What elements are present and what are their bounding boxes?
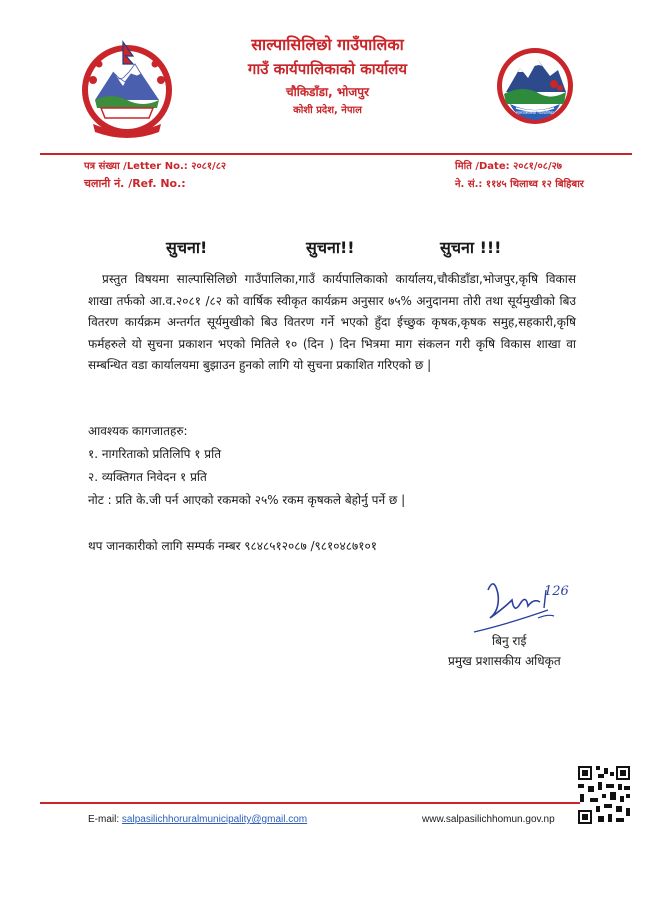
contact-line: थप जानकारीको लागि सम्पर्क नम्बर ९८४८५१२०८७ /९८१०४८७१०१	[88, 539, 377, 553]
footer-email	[88, 814, 307, 825]
documents-heading: आवश्यक कागजातहरु:	[88, 424, 188, 438]
government-emblem	[79, 34, 175, 140]
signatory-name: बिनु राई	[492, 634, 527, 648]
letter-date: मिति /Date: २०८१/०८/२७	[455, 161, 562, 172]
document-item-2: २. व्यक्तिगत निवेदन १ प्रति	[88, 470, 207, 484]
province-line: कोशी प्रदेश, नेपाल	[293, 105, 362, 116]
signature-scribble	[468, 570, 578, 640]
reference-number: चलानी नं. /Ref. No.:	[84, 177, 186, 190]
office-name: गाउँ कार्यपालिकाको कार्यालय	[247, 60, 408, 78]
notice-title-3: सुचना !!!	[440, 238, 502, 257]
nepal-sambat-date: ने. सं.: ११४५ थिलाथ्व १२ बिहिबार	[455, 179, 584, 190]
municipality-logo	[494, 44, 576, 132]
signatory-title: प्रमुख प्रशासकीय अधिकृत	[448, 654, 561, 668]
notice-body-paragraph: प्रस्तुत विषयमा साल्पासिलिछो गाउँपालिका,गाउँ कार्यपालिकाको कार्यालय,चौकीडाँडा,भोजपुर,कृषि विकास शाखा तर्फको आ.व.२०८१ /८२ को वार्षिक स्वीकृत कार्यक्रम अनुसार ७५% अनुदानमा तोरी तथा सूर्यमुखीको बिउ वितरण कार्यक्रम अन्तर्गत सूर्यमुखीको बिउ वितरण गर्ने भएको हुँदा ईच्छुक कृषक,कृषक समुह,सहकारी,कृषि फर्महरुले यो सुचना प्रकाशन भएको मितिले १० (दिन ) दिन भित्रमा माग संकलन गरी कृषि विकास शाखा वा सम्बन्धित वडा कार्यालयमा बुझाउन हुनको लागि यो सुचना प्रकाशित गरिएको छ |	[88, 272, 576, 373]
header-divider	[40, 153, 632, 155]
document-item-1: १. नागरिताको प्रतिलिपि १ प्रति	[88, 447, 222, 461]
footer-website[interactable]: www.salpasilichhomun.gov.np	[422, 814, 555, 825]
letter-number: पत्र संख्या /Letter No.: २०८१/८२	[84, 161, 227, 172]
notice-title-1: सुचना!	[166, 238, 208, 257]
office-location: चौकिडाँडा, भोजपुर	[285, 85, 370, 99]
email-label: E-mail:	[88, 814, 120, 825]
logo-caption: साल्पासिलिछो गाउँपालिका	[515, 110, 554, 115]
notice-title-2: सुचना!!	[306, 238, 355, 257]
qr-code	[576, 764, 632, 826]
org-name: साल्पासिलिछो गाउँपालिका	[251, 35, 404, 54]
footer-divider	[40, 802, 580, 804]
note-line: नोट : प्रति के.जी पर्न आएको रकमको २५% रकम कृषकले बेहोर्नु पर्ने छ |	[88, 493, 406, 507]
email-link[interactable]: salpasilichhoruralmunicipality@gmail.com	[121, 814, 308, 825]
signature-date: 126	[544, 584, 569, 599]
